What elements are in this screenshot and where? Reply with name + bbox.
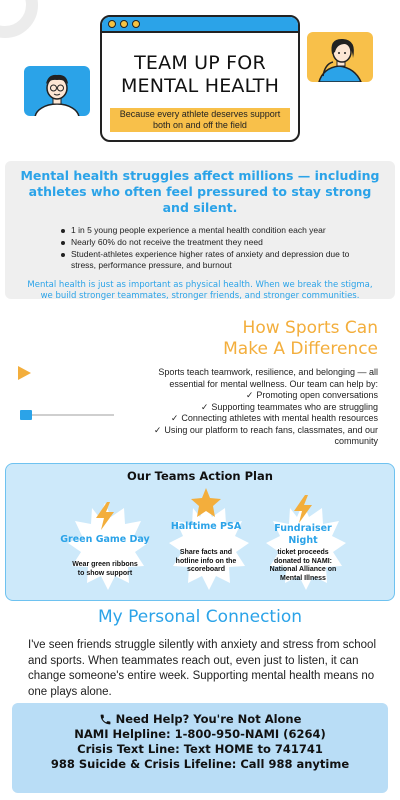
lightning-icon xyxy=(292,495,314,523)
list-item-text: Connecting athletes with mental health resources xyxy=(181,413,378,423)
action-plan-panel xyxy=(5,463,395,601)
list-item xyxy=(128,390,378,402)
sports-list xyxy=(128,390,378,448)
sports-title-line-1: How Sports Can xyxy=(242,318,378,338)
help-resources-panel xyxy=(12,703,388,793)
sports-section-title xyxy=(158,318,378,360)
crisis-text-line[interactable]: Crisis Text Line: Text HOME to 741741 xyxy=(77,742,323,756)
suicide-crisis-lifeline[interactable]: 988 Suicide & Crisis Lifeline: Call 988 anytime xyxy=(50,757,350,771)
personal-story-text: I've seen friends struggle silently with anxiety and stress from school and sports. When teammates reach out, even just to listen, it can change someone's entire week. Supporting mental health means no one plays alone. xyxy=(28,639,376,698)
page-title xyxy=(102,52,298,98)
list-item-text: Supporting teammates who are struggling xyxy=(211,401,378,412)
stat-item: Student-athletes experience higher rates of anxiety and depression due to stress, performance pressure, and burnout xyxy=(61,249,366,271)
sports-title-line-2: Make A Difference xyxy=(223,339,378,359)
list-item-text: Promoting open conversations xyxy=(256,390,378,400)
badge-description: Wear green ribbons to show support xyxy=(72,561,138,577)
list-item xyxy=(128,413,378,425)
stat-item: Nearly 60% do not receive the treatment they need xyxy=(61,237,366,248)
sports-intro: Sports teach teamwork, resilience, and belonging — all essential for mental wellness. Our team can help by: xyxy=(158,367,378,389)
star-icon xyxy=(190,487,222,519)
header xyxy=(0,0,400,150)
phone-icon xyxy=(99,713,112,726)
badge-description: Share facts and hotline info on the scoreboard xyxy=(175,549,237,573)
title-line-1: TEAM UP FOR xyxy=(134,52,266,74)
avatar-girl-illustration xyxy=(307,32,373,82)
action-badge-halftime-psa xyxy=(159,499,253,593)
stats-list xyxy=(61,225,366,271)
action-badge-green-game-day xyxy=(58,499,152,593)
sports-body xyxy=(128,367,378,448)
action-badge-fundraiser-night xyxy=(256,499,350,593)
awareness-panel xyxy=(5,161,395,299)
action-plan-title: Our Teams Action Plan xyxy=(127,469,273,483)
help-heading-text: Need Help? You're Not Alone xyxy=(115,712,302,726)
window-dot-icon xyxy=(108,20,116,28)
checkmark-icon: ✓ xyxy=(170,413,179,423)
badge-title: Fundraiser Night xyxy=(274,523,332,546)
progress-bar-fill xyxy=(20,410,32,420)
awareness-heading: Mental health struggles affect millions — including athletes who often feel pressured to stay strong and silent. xyxy=(20,168,380,215)
list-item-text: Using our platform to reach fans, classmates, and our community xyxy=(164,424,378,446)
page-subtitle: Because every athlete deserves support both on and off the field xyxy=(110,108,290,132)
personal-section-title: My Personal Connection xyxy=(98,607,302,627)
badge-title-text: Halftime PSA xyxy=(170,521,242,532)
stat-item: 1 in 5 young people experience a mental health condition each year xyxy=(61,225,366,236)
nami-helpline[interactable]: NAMI Helpline: 1-800-950-NAMI (6264) xyxy=(74,727,326,741)
title-card-bar xyxy=(102,17,298,33)
decorative-circle xyxy=(0,0,38,38)
progress-bar[interactable] xyxy=(20,414,114,416)
awareness-footer: Mental health is just as important as physical health. When we break the stigma, we build stronger teammates, stronger friends, and stronger communities. xyxy=(27,280,373,301)
help-heading xyxy=(12,712,388,727)
checkmark-icon: ✓ xyxy=(200,401,209,412)
badge-description: ticket proceeds donated to NAMI: National Alliance on Mental Illness xyxy=(269,549,337,582)
badge-title: Green Game Day xyxy=(60,534,150,545)
lightning-icon xyxy=(94,502,116,530)
title-card xyxy=(100,15,300,142)
list-item xyxy=(128,402,378,414)
window-dot-icon xyxy=(132,20,140,28)
checkmark-icon: ✓ xyxy=(245,390,254,400)
list-item xyxy=(128,425,378,448)
checkmark-icon: ✓ xyxy=(153,424,162,435)
window-dot-icon xyxy=(120,20,128,28)
badge-title xyxy=(159,521,253,533)
play-icon[interactable] xyxy=(18,366,31,380)
avatar-boy-illustration xyxy=(24,66,90,116)
title-line-2: MENTAL HEALTH xyxy=(120,75,280,97)
